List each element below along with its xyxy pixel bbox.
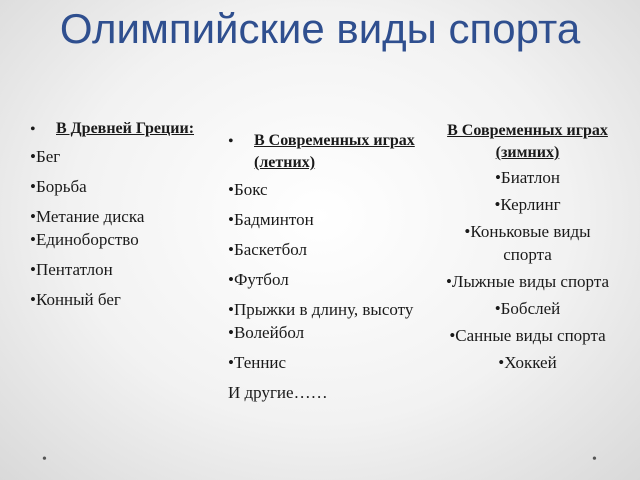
summer-heading-row xyxy=(228,130,418,174)
winter-column xyxy=(440,120,615,378)
list-item: •Прыжки в длину, высоту •Волейбол xyxy=(228,300,414,342)
list-item: •Борьба xyxy=(30,177,87,196)
list-item: •Бобслей xyxy=(494,299,561,318)
list-item: •Футбол xyxy=(228,270,289,289)
list-item: •Лыжные виды спорта xyxy=(445,272,609,291)
nav-dot-right-icon: • xyxy=(592,452,597,467)
slide-title: Олимпийские виды спорта xyxy=(59,5,581,52)
list-item: •Санные виды спорта xyxy=(449,326,606,345)
summer-column xyxy=(228,130,418,411)
bullet-icon: • xyxy=(228,133,234,150)
list-item: •Хоккей xyxy=(498,353,557,372)
nav-dot-left-icon: • xyxy=(42,452,47,467)
list-item: •Баскетбол xyxy=(228,240,308,259)
list-item: •Конный бег xyxy=(30,290,121,309)
ancient-heading-row xyxy=(30,118,205,141)
winter-heading: В Современных играх (зимних) xyxy=(447,122,608,161)
bullet-icon: • xyxy=(30,121,36,138)
list-item: •Коньковые виды спорта xyxy=(464,222,591,264)
ancient-heading: В Древней Греции: xyxy=(56,120,195,137)
summer-heading: В Современных играх (летних) xyxy=(254,132,415,171)
list-item: •Пентатлон xyxy=(30,260,113,279)
ancient-column xyxy=(30,118,205,318)
list-item: •Керлинг xyxy=(494,195,561,214)
list-item: •Метание диска xyxy=(30,207,145,226)
list-item: •Единоборство xyxy=(30,230,139,249)
list-item: И другие…… xyxy=(228,383,328,402)
list-item: •Бокс xyxy=(228,180,268,199)
list-item: •Биатлон xyxy=(494,168,560,187)
list-item: •Бег xyxy=(30,147,61,166)
list-item: •Бадминтон xyxy=(228,210,314,229)
list-item: •Теннис xyxy=(228,353,287,372)
